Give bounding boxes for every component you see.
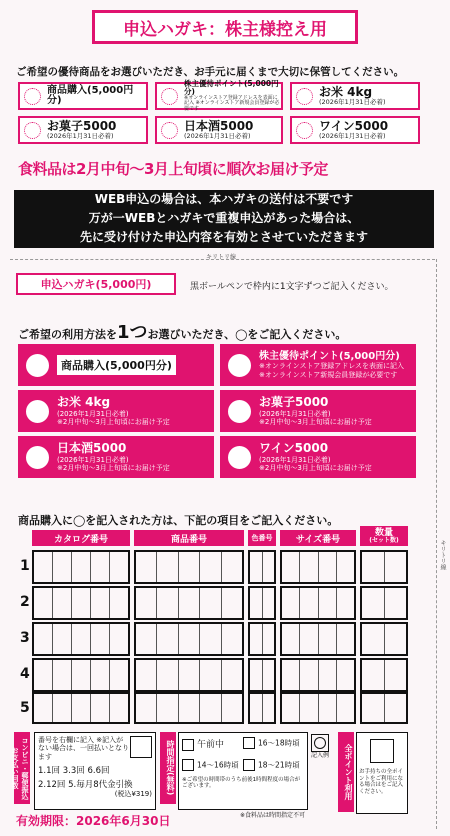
items-lead: 商品購入に◯を記入された方は、下記の項目をご記入ください。 (18, 514, 339, 527)
color-input[interactable] (248, 550, 276, 584)
catalog-input[interactable] (32, 692, 130, 724)
row-number: 2 (20, 594, 30, 610)
installments-note: 番号を右欄に記入 ※記入がない場合は、一回払いとなります (38, 736, 129, 761)
size-input[interactable] (280, 550, 356, 584)
option-sub: (2026年1月31日必着) (47, 131, 114, 140)
option-circle (24, 88, 41, 105)
option-circle (161, 122, 178, 139)
pen-note: 黒ボールペンで枠内に1文字ずつご記入ください。 (190, 282, 394, 292)
top-option-rice (290, 82, 420, 110)
convenience-label: コンビニ・郵便振込 お支払い回数 (14, 732, 30, 804)
color-input[interactable] (248, 692, 276, 724)
size-input[interactable] (280, 692, 356, 724)
card-note: (2026年1月31日必着) (259, 455, 331, 464)
cut-line-vertical (436, 259, 437, 829)
card-note: ※オンラインストア新規会員登録が必要です (259, 370, 398, 379)
card-title: 日本酒5000 (57, 441, 127, 456)
option-sub: (2026年1月31日必着) (319, 97, 386, 106)
top-title: 申込ハガキ：株主様控え用 (92, 10, 358, 44)
installments-input[interactable] (130, 736, 152, 758)
select-circle[interactable] (26, 354, 49, 377)
installment-option: 3.3回 (62, 766, 85, 777)
product-input[interactable] (134, 658, 244, 692)
web-notice-line: 万が一WEBとハガキで重複申込があった場合は、 (88, 211, 360, 225)
row-number: 3 (20, 630, 30, 646)
card-title: 商品購入(5,000円分) (57, 355, 176, 375)
top-lead: ご希望の優待商品をお選びいただき、お手元に届くまで大切に保管してください。 (16, 66, 405, 78)
col-color: 色番号 (248, 530, 276, 546)
qty-input[interactable] (360, 622, 408, 656)
select-circle[interactable] (26, 446, 49, 469)
installment-option: 5.毎月8代金引換 (68, 780, 133, 791)
option-circle (161, 88, 178, 105)
installment-option: 1.1回 (38, 766, 61, 777)
delivery-schedule: 食料品は2月中旬〜3月上旬頃に順次お届け予定 (18, 160, 328, 178)
card-title: 株主優待ポイント(5,000円分) (259, 351, 400, 363)
option-circle (296, 122, 313, 139)
time-option: 14〜16時頃 (197, 760, 239, 769)
card-title: お米 4kg (57, 395, 111, 410)
card-points[interactable] (220, 344, 416, 386)
installment-option: 6.6回 (87, 766, 110, 777)
catalog-input[interactable] (32, 658, 130, 692)
col-product: 商品番号 (134, 530, 244, 546)
option-sub: ※オンラインストア登録アドレスを表面に記入 ※オンラインストア新規会員登録が必要です (184, 94, 280, 112)
qty-input[interactable] (360, 586, 408, 620)
card-note: (2026年1月31日必着) (57, 409, 129, 418)
cut-line (10, 259, 435, 260)
cut-line-label: キリトリ線 (206, 254, 237, 261)
card-wine[interactable] (220, 436, 416, 478)
delivery-note: ※ご希望の時間帯のうち前後1時間程度の場合がございます。 (182, 776, 301, 790)
form-title: 申込ハガキ(5,000円) (16, 273, 176, 295)
valid-until: 有効期限：2026年6月30日 (16, 814, 171, 828)
card-note: (2026年1月31日必着) (57, 455, 129, 464)
points-input[interactable] (370, 739, 394, 763)
option-sub: (2026年1月31日必着) (184, 131, 251, 140)
top-option-wine (290, 116, 420, 144)
time-checkbox[interactable] (182, 759, 194, 771)
web-notice-line: 先に受け付けた申込内容を有効とさせていただきます (79, 230, 368, 244)
card-sweets[interactable] (220, 390, 416, 432)
product-input[interactable] (134, 622, 244, 656)
table-row (18, 658, 408, 694)
option-circle (24, 122, 41, 139)
card-sake[interactable] (18, 436, 214, 478)
color-input[interactable] (248, 586, 276, 620)
qty-input[interactable] (360, 658, 408, 692)
select-circle[interactable] (228, 400, 251, 423)
mark-example-label: 記入例 (310, 752, 329, 759)
time-option: 午前中 (197, 740, 225, 750)
option-label: 商品購入(5,000円分) (47, 84, 134, 106)
installments-box (34, 732, 156, 810)
select-lead-text: ご希望の利用方法を (18, 328, 117, 341)
row-number: 4 (20, 666, 30, 682)
top-option-sake (155, 116, 283, 144)
card-note: ※2月中旬〜3月上旬頃にお届け予定 (57, 463, 170, 472)
product-input[interactable] (134, 692, 244, 724)
option-label: ワイン5000 (319, 119, 389, 134)
table-row (18, 622, 408, 658)
option-sub: (2026年1月31日必着) (319, 131, 386, 140)
card-note: (2026年1月31日必着) (259, 409, 331, 418)
size-input[interactable] (280, 586, 356, 620)
card-note: ※オンラインストア登録アドレスを表面に記入 (259, 362, 405, 371)
col-qty-label: 数量 (374, 527, 393, 538)
cut-line-label-vertical: キリトリ線 (439, 540, 446, 570)
card-note: ※2月中旬〜3月上旬頃にお届け予定 (259, 417, 372, 426)
time-option: 18〜21時頃 (258, 760, 300, 769)
time-checkbox[interactable] (182, 739, 194, 751)
size-input[interactable] (280, 622, 356, 656)
catalog-input[interactable] (32, 586, 130, 620)
product-input[interactable] (134, 550, 244, 584)
card-note: ※2月中旬〜3月上旬頃にお届け予定 (57, 417, 170, 426)
select-circle[interactable] (228, 354, 251, 377)
select-circle[interactable] (26, 400, 49, 423)
points-box (356, 732, 408, 814)
color-input[interactable] (248, 658, 276, 692)
card-title: ワイン5000 (259, 441, 329, 456)
row-number: 1 (20, 558, 30, 574)
option-label: お米 4kg (319, 85, 373, 100)
delivery-box (178, 732, 308, 810)
time-checkbox[interactable] (243, 737, 255, 749)
size-input[interactable] (280, 658, 356, 692)
installment-option: 2.12回 (38, 780, 66, 791)
card-note: ※2月中旬〜3月上旬頃にお届け予定 (259, 463, 372, 472)
circle-example-icon (311, 734, 329, 752)
product-input[interactable] (134, 586, 244, 620)
select-lead-number: 1つ (117, 322, 148, 343)
card-shopping[interactable] (18, 344, 214, 386)
qty-input[interactable] (360, 550, 408, 584)
cod-fee: (税込¥319) (114, 790, 152, 799)
card-title: お菓子5000 (259, 395, 329, 410)
time-checkbox[interactable] (243, 759, 255, 771)
option-label: 株主優待ポイント(5,000円分) (184, 78, 279, 96)
delivery-label: 時間指定(無料) (160, 732, 176, 804)
table-row (18, 586, 408, 622)
card-rice[interactable] (18, 390, 214, 432)
mark-example (308, 734, 332, 804)
food-note: ※食料品は時間指定不可 (240, 812, 306, 819)
select-circle[interactable] (228, 446, 251, 469)
catalog-input[interactable] (32, 550, 130, 584)
col-qty (360, 526, 408, 546)
table-row (18, 550, 408, 586)
web-notice (14, 190, 434, 248)
points-label: 全ポイント利用 (338, 732, 354, 812)
col-qty-sub: (セット数) (369, 536, 399, 544)
select-lead-text: お選びいただき、◯をご記入ください。 (147, 328, 347, 341)
option-circle (296, 88, 313, 105)
top-option-shopping (18, 82, 148, 110)
select-lead (18, 318, 346, 344)
top-option-sweets (18, 116, 148, 144)
row-number: 5 (20, 700, 30, 716)
col-catalog: カタログ番号 (32, 530, 130, 546)
qty-input[interactable] (360, 692, 408, 724)
table-row (18, 692, 408, 728)
col-size: サイズ番号 (280, 530, 356, 546)
catalog-input[interactable] (32, 622, 130, 656)
time-option: 16〜18時頃 (258, 738, 300, 748)
web-notice-line: WEB申込の場合は、本ハガキの送付は不要です (94, 192, 354, 206)
top-option-points (155, 78, 283, 112)
option-label: お菓子5000 (47, 119, 117, 134)
points-note: お手持ちの全ポイントをご利用になる場合はをご記入ください。 (359, 769, 404, 795)
option-label: 日本酒5000 (184, 119, 254, 134)
color-input[interactable] (248, 622, 276, 656)
